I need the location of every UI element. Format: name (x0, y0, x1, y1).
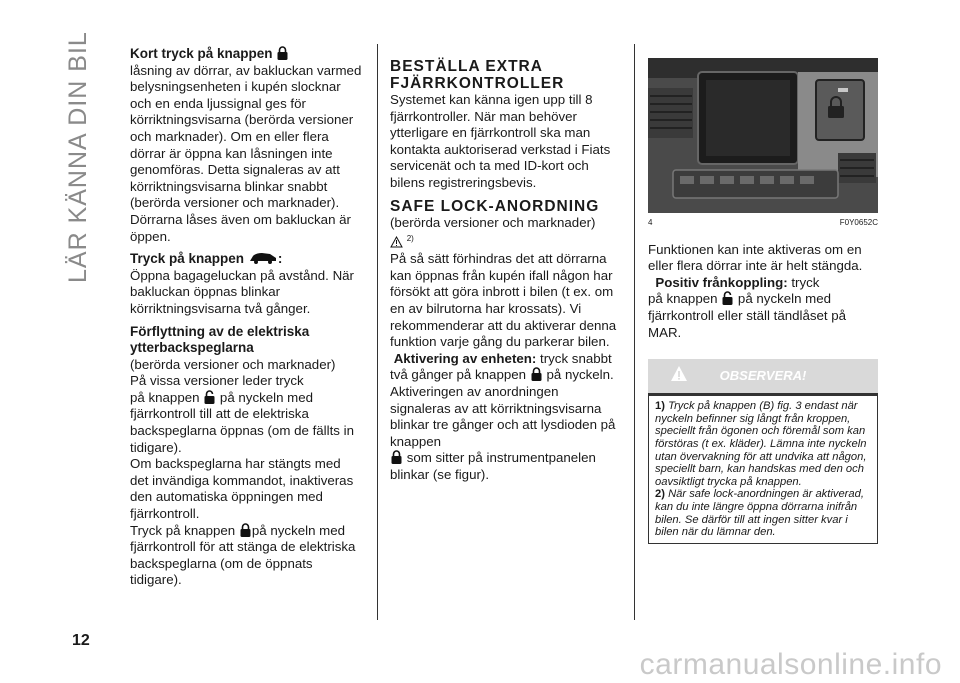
heading-forflyttning: Förflyttning av de elektriska ytterbackspeglarna (130, 323, 310, 356)
paragraph: (berörda versioner och marknader) (130, 356, 336, 372)
column-1 (130, 46, 362, 589)
note-item: 2) När safe lock-anordningen är aktiverad, kan du inte längre öppna dörrarna inifrån bilen. Se därför till att ingen sitter kvar i bilen när du lämnar den. (655, 488, 864, 539)
lock-icon (240, 523, 251, 537)
trunk-icon (248, 252, 278, 264)
paragraph: Systemet kan känna igen upp till 8 fjärrkontroller. När man behöver ytterligare en fjärrkontroll ska man kontakta auktoriserad verkstad i Fiats servicenät och ta med ID-kort och bilens registreringsbevis. (390, 92, 611, 190)
column-2 (390, 58, 620, 483)
figure-caption (648, 215, 878, 232)
heading-kort-tryck: Kort tryck på knappen (130, 46, 362, 63)
paragraph: (berörda versioner och marknader) (390, 214, 596, 230)
note-item: 1) Tryck på knappen (B) fig. 3 endast när nyckeln befinner sig långt från kroppen, speciellt från ögonen och föremål som kan förstöras (t ex. kläder). Lämna inte nyckeln utan övervakning för att undvika att någon, speciellt barn, kan handskas med den och oavsiktligt trycka på knappen. (655, 400, 867, 488)
warning-icon (670, 365, 688, 383)
paragraph: Tryck på knappen på nyckeln med fjärrkontroll för att stänga de elektriska backspeglarna (om de öppnats tidigare). (130, 522, 356, 588)
heading-safe-lock: SAFE LOCK-ANORDNING (390, 197, 600, 215)
figure-number: 4 (648, 218, 653, 227)
lock-open-icon (204, 390, 215, 404)
paragraph: På så sätt förhindras det att dörrarna kan öppnas från kupén ifall någon har försökt att göra inbrott i bilen (t ex. om en av bilrutorna har krossats). Vi rekommenderar att du aktiverar denna funktion varje gång du parkerar bilen. (390, 251, 617, 350)
column-divider (377, 44, 378, 620)
paragraph: Funktionen kan inte aktiveras om en eller flera dörrar inte är helt stängda. (648, 241, 863, 274)
column-divider (634, 44, 635, 620)
paragraph: På vissa versioner leder tryck (130, 373, 304, 389)
figure-code: F0Y0652C (839, 218, 878, 227)
chapter-title: LÄR KÄNNA DIN BIL (64, 31, 92, 283)
paragraph: låsning av dörrar, av bakluckan varmed belysningsenheten i kupén slocknar och en enda ljussignal ges för körriktningsvisarna (berörda versioner och marknader). Om en eller flera dörrar är öppna kan låsningen inte genomföras. Detta signaleras av att körriktningsvisarna blinkar snabbt (berörda versioner och marknader). Dörrarna låses även om bakluckan är öppen. (130, 62, 362, 244)
warning-icon (390, 236, 403, 248)
paragraph: på knappen på nyckeln med fjärrkontroll till att de elektriska backspeglarna öppnas (om de fällts in tidigare). (130, 389, 354, 455)
lock-icon (531, 367, 542, 381)
note-header: OBSERVERA! (648, 359, 878, 393)
lock-open-icon (722, 291, 733, 305)
lock-icon (277, 46, 288, 60)
warning-ref: 2) (390, 231, 620, 251)
note-body (648, 393, 878, 544)
paragraph: Om backspeglarna har stängts med det invändiga kommandot, inaktiveras den automatiska öppningen med fjärrkontroll. (130, 456, 354, 522)
paragraph: Aktivering av enheten: tryck snabbt två gånger på knappen på nyckeln. Aktiveringen av anordningen signaleras av att körriktningsvisarna blinkar tre gånger och att lysdioden på knappen som sitter på instrumentpanelen blinkar (se figur). (390, 350, 616, 482)
dashboard-illustration (648, 58, 878, 213)
paragraph: Positiv frånkoppling: tryck på knappen på nyckeln med fjärrkontroll eller ställ tändlåset på MAR. (648, 274, 847, 340)
heading-tryck-pa-knappen: Tryck på knappen : (130, 251, 283, 267)
column-3 (648, 50, 878, 544)
paragraph: Öppna bagageluckan på avstånd. När bakluckan öppnas blinkar körriktningsvisarna två gånger. (130, 267, 354, 316)
watermark: carmanualsonline.info (639, 648, 942, 681)
page-number: 12 (72, 632, 90, 649)
heading-bestalla: BESTÄLLA EXTRA FJÄRRKONTROLLER (390, 58, 565, 92)
lock-icon (391, 450, 402, 464)
dashboard-photo (648, 58, 878, 213)
